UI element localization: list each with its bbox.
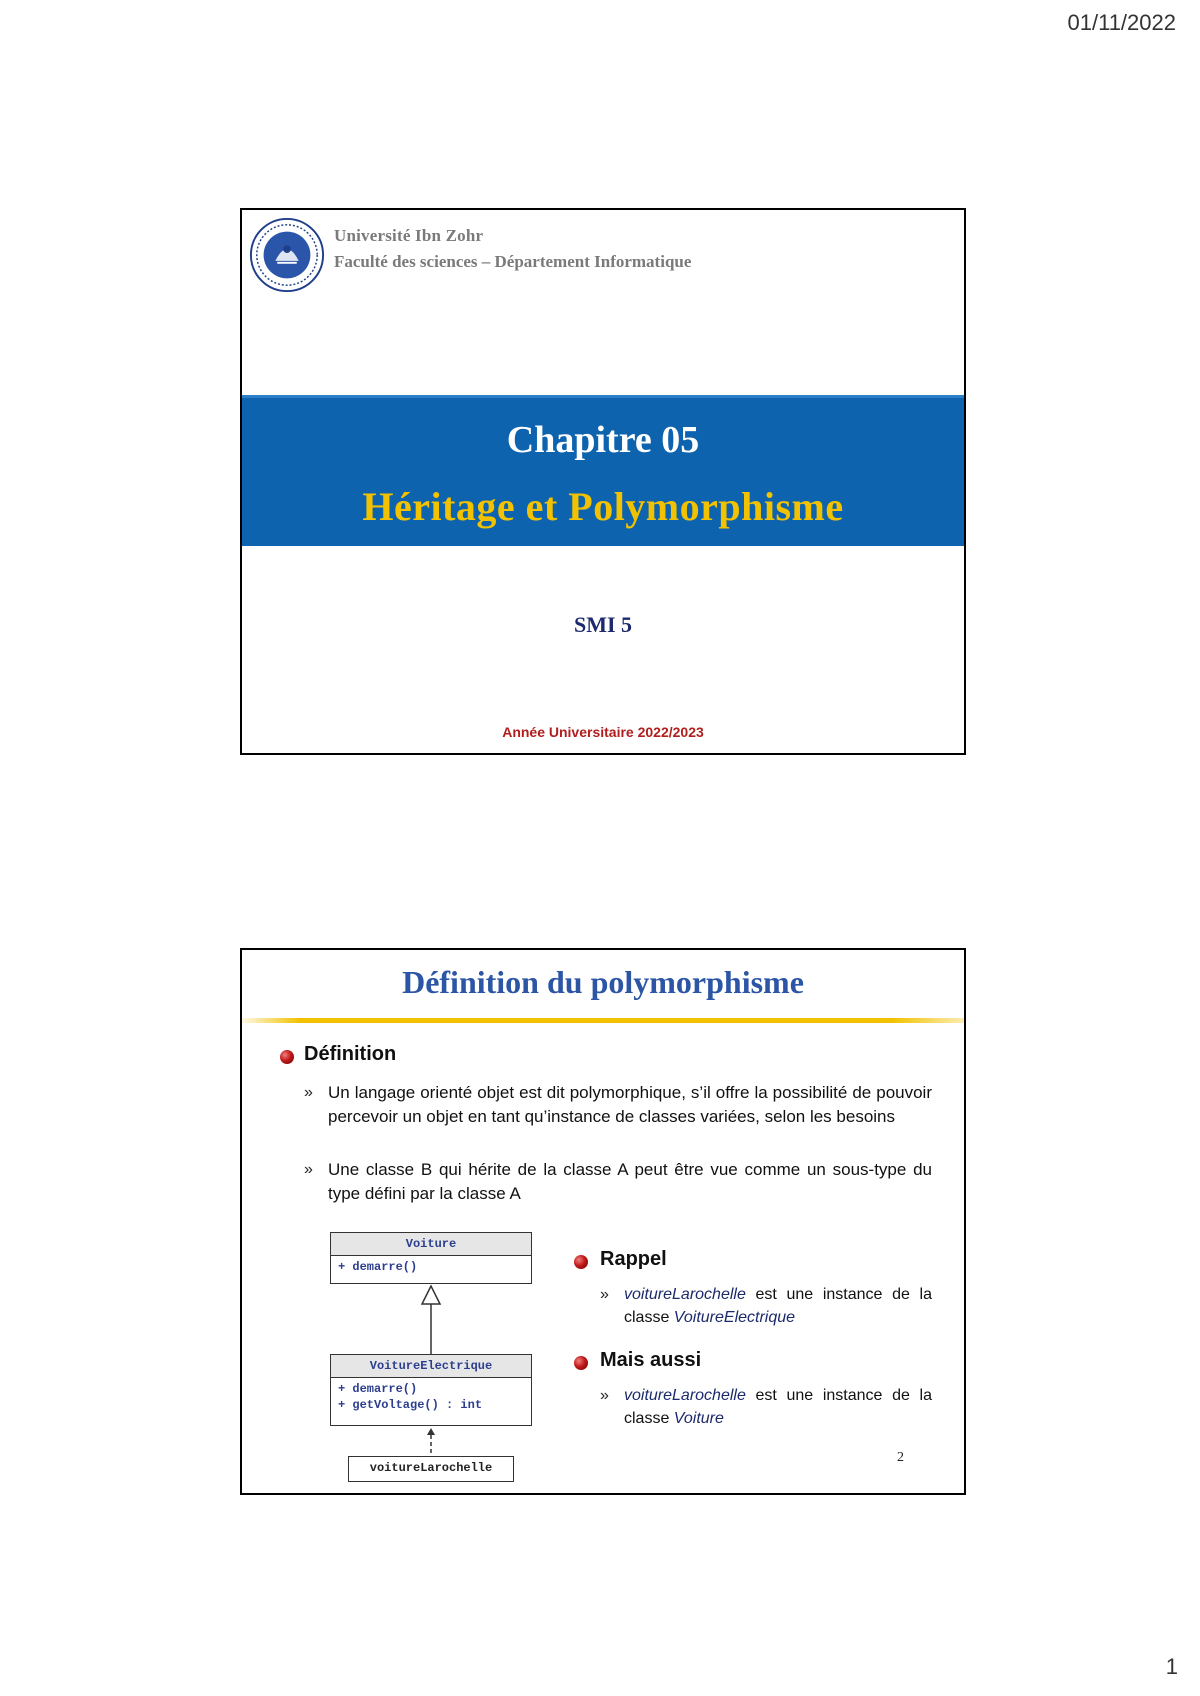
instance-of-arrow xyxy=(330,1426,532,1456)
slide-definition xyxy=(240,948,966,1495)
faculty-name: Faculté des sciences – Département Informatique xyxy=(334,252,692,271)
slide-title-text: Définition du polymorphisme xyxy=(402,964,804,1000)
chapter-number: Chapitre 05 xyxy=(506,419,700,461)
bullet-icon xyxy=(574,1255,588,1269)
inheritance-arrow xyxy=(330,1284,532,1354)
uml-object-instance: voitureLarochelle xyxy=(348,1456,514,1482)
uml-class-voitureelectrique xyxy=(330,1354,532,1426)
university-seal-icon xyxy=(248,216,326,294)
bullet-definition: Définition xyxy=(304,1043,397,1065)
uml-method: + getVoltage() : int xyxy=(338,1398,483,1412)
uml-class-voiture xyxy=(330,1232,532,1284)
uml-methods xyxy=(331,1378,531,1416)
title-divider xyxy=(242,1018,964,1023)
academic-year: Année Universitaire 2022/2023 xyxy=(502,724,704,740)
item-text: est une instance de la classe xyxy=(624,1286,932,1326)
bullet-icon xyxy=(574,1356,588,1370)
rappel-item xyxy=(624,1283,932,1329)
item-text: est une instance de la classe xyxy=(624,1387,932,1427)
slide-title xyxy=(240,208,966,755)
uml-method: + demarre() xyxy=(338,1382,418,1396)
page-date: 01/11/2022 xyxy=(1067,10,1176,35)
object-name: voitureLarochelle xyxy=(624,1387,746,1404)
sub-bullet-marker: » xyxy=(304,1084,313,1101)
uml-method: + demarre() xyxy=(338,1260,418,1274)
sub-bullet-marker: » xyxy=(304,1161,313,1178)
sub-bullet-marker: » xyxy=(600,1387,609,1404)
mais-aussi-item xyxy=(624,1384,932,1430)
course-name: SMI 5 xyxy=(573,612,633,637)
class-name: Voiture xyxy=(673,1410,724,1427)
title-band xyxy=(242,395,964,546)
university-name: Université Ibn Zohr xyxy=(334,226,484,245)
page-number: 1 xyxy=(1165,1654,1178,1679)
uml-class-name: VoitureElectrique xyxy=(331,1355,531,1378)
uml-methods xyxy=(331,1256,531,1278)
class-name: VoitureElectrique xyxy=(673,1309,796,1326)
uml-class-name: Voiture xyxy=(331,1233,531,1256)
slide-number: 2 xyxy=(897,1450,904,1465)
bullet-icon xyxy=(280,1050,294,1064)
sub-bullet-marker: » xyxy=(600,1286,609,1303)
bullet-rappel: Rappel xyxy=(600,1248,667,1270)
bullet-mais-aussi: Mais aussi xyxy=(600,1349,702,1371)
definition-item-1: Un langage orienté objet est dit polymorphique, s’il offre la possibilité de pouvoir percevoir un objet en tant qu’instance de classes variées, selon les besoins xyxy=(328,1083,932,1126)
chapter-title: Héritage et Polymorphisme xyxy=(362,484,844,529)
definition-item-2: Une classe B qui hérite de la classe A peut être vue comme un sous-type du type défini par la classe A xyxy=(328,1160,932,1203)
object-name: voitureLarochelle xyxy=(624,1286,746,1303)
